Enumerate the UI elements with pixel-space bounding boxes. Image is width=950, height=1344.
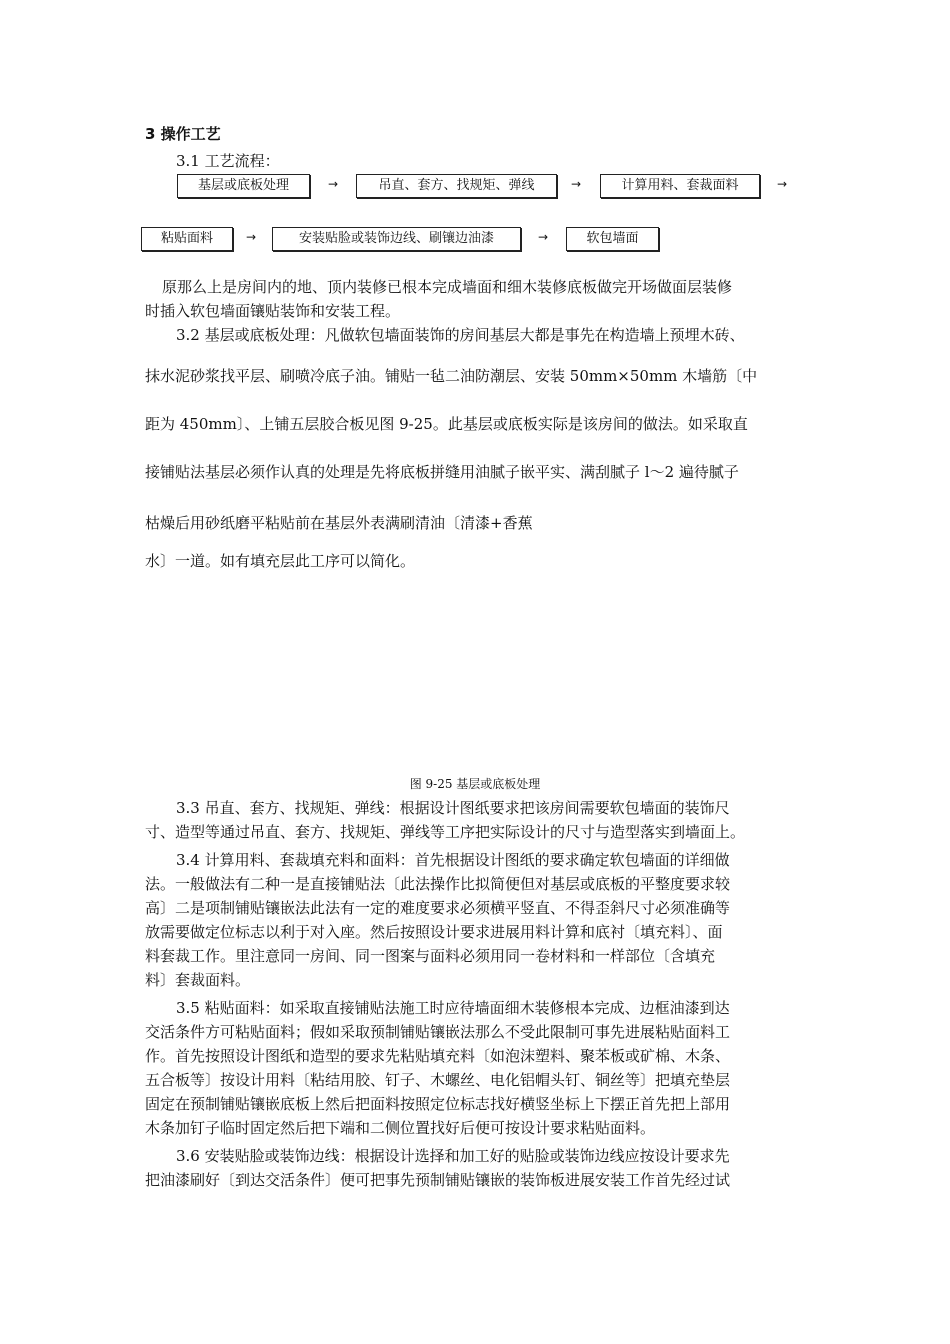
flow-step-soft-wall: 软包墙面: [566, 227, 659, 251]
flow-arrow: →: [328, 177, 339, 191]
section-heading: 3 操作工艺: [145, 125, 221, 143]
flow-step-base-treatment: 基层或底板处理: [177, 174, 310, 198]
para-3-4-line: 高〕二是项制铺贴镶嵌法此法有一定的难度要求必须横平竖直、不得歪斜尺寸必须准确等: [145, 899, 731, 917]
para-3-2-line: 距为 450mm〕、上铺五层胶合板见图 9-25。此基层或底板实际是该房间的做法。如采取直: [145, 415, 748, 433]
flow-arrow: →: [571, 177, 582, 191]
para-3-3-line: 寸、造型等通过吊直、套方、找规矩、弹线等工序把实际设计的尺寸与造型落实到墙面上。: [145, 823, 746, 841]
para-3-5-line: 作。首先按照设计图纸和造型的要求先粘贴填充料〔如泡沫塑料、聚苯板或矿棉、木条、: [145, 1047, 731, 1065]
flow-step-plumb-square-line: 吊直、套方、找规矩、弹线: [356, 174, 557, 198]
para-3-2-line: 枯燥后用砂纸磨平粘贴前在基层外表满刷清油〔清漆+香蕉: [145, 514, 533, 532]
para-3-5-line: 3.5 粘贴面料：如采取直接铺贴法施工时应待墙面细木装修根本完成、边框油漆到达: [176, 999, 730, 1017]
para-3-5-line: 五合板等〕按设计用料〔粘结用胶、钉子、木螺丝、电化铝帽头钉、铜丝等〕把填充垫层: [145, 1071, 731, 1089]
flow-step-paste-fabric: 粘贴面料: [141, 227, 233, 251]
flow-arrow: →: [246, 230, 257, 244]
flow-arrow: →: [777, 177, 788, 191]
para-3-2-line: 抹水泥砂浆找平层、刷喷冷底子油。铺贴一毡二油防潮层、安装 50mm×50mm 木墙筋〔中: [145, 367, 758, 385]
para-3-4-line: 料套裁工作。里注意同一房间、同一图案与面料必须用同一卷材料和一样部位〔含填充: [145, 947, 716, 965]
para-3-4-line: 放需要做定位标志以利于对入座。然后按照设计要求进展用料计算和底衬〔填充料〕、面: [145, 923, 723, 941]
intro-line-1: 原那么上是房间内的地、顶内装修已根本完成墙面和细木装修底板做完开场做面层装修: [162, 278, 733, 296]
intro-line-2: 时插入软包墙面镶贴装饰和安装工程。: [145, 302, 401, 320]
para-3-4-line: 料〕套裁面料。: [145, 971, 251, 989]
para-3-2-line: 水〕一道。如有填充层此工序可以简化。: [145, 552, 416, 570]
para-3-6-line: 3.6 安装贴脸或装饰边线：根据设计选择和加工好的贴脸或装饰边线应按设计要求先: [176, 1147, 730, 1165]
figure-caption: 图 9-25 基层或底板处理: [409, 777, 541, 791]
para-3-4-line: 法。一般做法有二种一是直接铺贴法〔此法操作比拟简便但对基层或底板的平整度要求较: [145, 875, 731, 893]
para-3-5-line: 交活条件方可粘贴面料；假如采取预制铺贴镶嵌法那么不受此限制可事先进展粘贴面料工: [145, 1023, 731, 1041]
flow-step-calc-material: 计算用料、套裁面料: [600, 174, 760, 198]
para-3-5-line: 固定在预制铺贴镶嵌底板上然后把面料按照定位标志找好横竖坐标上下摆正首先把上部用: [145, 1095, 731, 1113]
para-3-6-line: 把油漆刷好〔到达交活条件〕便可把事先预制铺贴镶嵌的装饰板进展安装工作首先经过试: [145, 1171, 731, 1189]
flow-step-install-trim: 安装贴脸或装饰边线、刷镶边油漆: [272, 227, 521, 251]
para-3-4-line: 3.4 计算用料、套裁填充料和面料：首先根据设计图纸的要求确定软包墙面的详细做: [176, 851, 730, 869]
para-3-5-line: 木条加钉子临时固定然后把下端和二侧位置找好后便可按设计要求粘贴面料。: [145, 1119, 656, 1137]
para-3-2-line: 接铺贴法基层必须作认真的处理是先将底板拼缝用油腻子嵌平实、满刮腻子 l～2 遍待腻子: [145, 463, 739, 481]
para-3-3-line: 3.3 吊直、套方、找规矩、弹线：根据设计图纸要求把该房间需要软包墙面的装饰尺: [176, 799, 730, 817]
subsection-3-1-title: 3.1 工艺流程：: [176, 152, 280, 170]
flow-arrow: →: [538, 230, 549, 244]
para-3-2-line: 3.2 基层或底板处理：凡做软包墙面装饰的房间基层大都是事先在构造墙上预埋木砖、: [176, 326, 745, 344]
